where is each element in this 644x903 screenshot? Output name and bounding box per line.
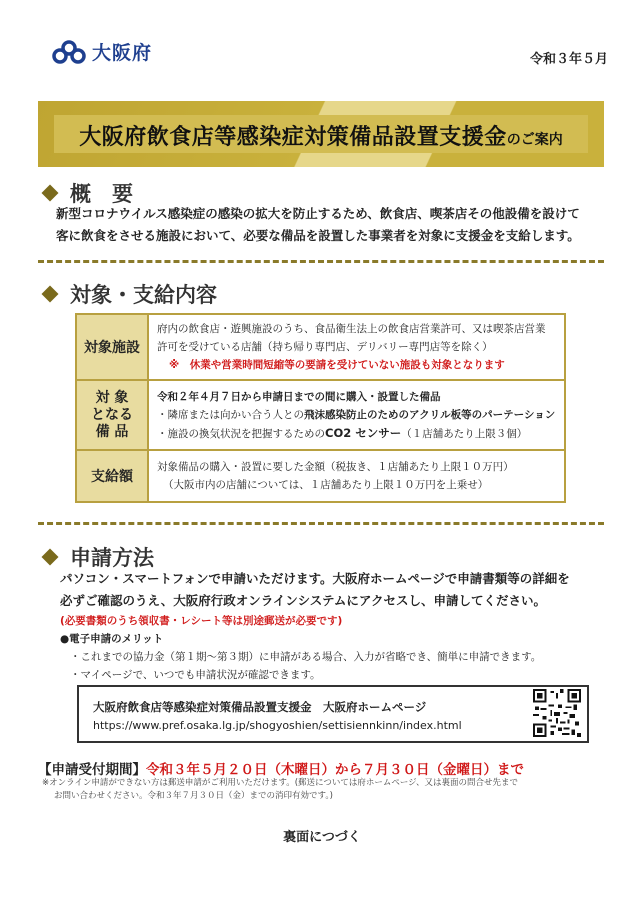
diamond-bullet-icon — [42, 549, 59, 566]
equipment-emphasis: CO2 センサー — [325, 425, 402, 440]
equipment-text: ・隣席または向かい合う人との — [157, 408, 304, 421]
row-label-amount: 支給額 — [76, 450, 148, 502]
homepage-box-title: 大阪府飲食店等感染症対策備品設置支援金 大阪府ホームページ — [93, 700, 427, 714]
target-heading — [44, 279, 217, 309]
facility-line: 府内の飲食店・遊興施設のうち、食品衛生法上の飲食店営業許可、又は喫茶店営業 — [157, 323, 546, 335]
row-body-amount — [148, 450, 565, 502]
amount-line: （大阪市内の店舗については、１店舗あたり上限１０万円を上乗せ） — [163, 479, 489, 491]
equipment-line: 令和２年４月７日から申請日までの間に購入・設置した備品 — [157, 390, 441, 403]
apply-line: 必ずご確認のうえ、大阪府行政オンラインシステムにアクセスし、申請してください。 — [60, 593, 546, 608]
period-value: 令和３年５月２０日（木曜日）から７月３０日（金曜日）まで — [146, 762, 524, 778]
homepage-url-link[interactable]: https://www.pref.osaka.lg.jp/shogyoshien/settisiennkinn/index.html — [93, 719, 462, 732]
label-line: 対 象 — [95, 389, 129, 406]
diamond-bullet-icon — [42, 185, 59, 202]
mail-note-line: ※オンライン申請ができない方は郵送申請がご利用いただけます。(郵送については府ホームページ、又は裏面の問合せ先まで — [42, 778, 518, 788]
issue-date: 令和３年５月 — [529, 52, 608, 67]
table-row — [76, 380, 565, 450]
target-table — [75, 313, 566, 503]
title-banner — [38, 101, 604, 167]
equipment-line — [157, 424, 556, 443]
row-body-facility — [148, 314, 565, 380]
apply-text — [60, 568, 570, 612]
page-title: 大阪府飲食店等感染症対策備品設置支援金 — [79, 125, 507, 150]
logo-text: 大阪府 — [92, 42, 153, 64]
label-line: 備 品 — [95, 423, 129, 440]
equipment-emphasis: 飛沫感染防止のためのアクリル板等のパーテーション — [304, 408, 556, 421]
mail-note-line: お問い合わせください。令和３年７月３０日（金）までの消印有効です。) — [54, 791, 333, 801]
row-body-equipment — [148, 380, 565, 450]
apply-line: パソコン・スマートフォンで申請いただけます。大阪府ホームページで申請書類等の詳細を — [60, 571, 570, 586]
osaka-logo — [52, 38, 152, 65]
row-label-facility: 対象施設 — [76, 314, 148, 380]
period-label: 【申請受付期間】 — [38, 762, 146, 778]
apply-note: (必要書類のうち領収書・レシート等は別途郵送が必要です) — [60, 615, 343, 627]
application-period — [38, 758, 524, 778]
continued-on-back: 裏面につづく — [283, 830, 361, 845]
facility-note: ※ 休業や営業時間短縮等の要請を受けていない施設も対象となります — [169, 359, 505, 371]
equipment-line — [157, 406, 556, 424]
overview-text — [56, 203, 580, 247]
overview-line: 新型コロナウイルス感染症の感染の拡大を防止するため、飲食店、喫茶店その他設備を設けて — [56, 206, 580, 221]
apply-heading-text: 申請方法 — [70, 546, 154, 570]
equipment-text: （１店舗あたり上限３個） — [401, 427, 528, 440]
qr-code-icon[interactable] — [533, 689, 581, 737]
page-title-suffix: のご案内 — [506, 132, 563, 148]
amount-line: 対象備品の購入・設置に要した金額（税抜き、１店舗あたり上限１０万円） — [157, 461, 514, 473]
osaka-emblem-icon — [52, 40, 86, 64]
overview-heading-text: 概 要 — [70, 182, 133, 206]
section-divider — [38, 260, 604, 263]
equipment-text: ・施設の換気状況を把握するための — [157, 427, 325, 440]
overview-line: 客に飲食をさせる施設において、必要な備品を設置した事業者を対象に支援金を支給します。 — [56, 228, 580, 243]
target-heading-text: 対象・支給内容 — [70, 283, 217, 307]
label-line: となる — [91, 406, 133, 423]
section-divider — [38, 522, 604, 525]
homepage-box — [77, 685, 589, 743]
merit-item: ・マイページで、いつでも申請状況が確認できます。 — [70, 669, 321, 681]
merit-title: ●電子申請のメリット — [60, 633, 164, 645]
diamond-bullet-icon — [42, 286, 59, 303]
table-row — [76, 314, 565, 380]
row-label-equipment — [76, 380, 148, 450]
merit-item: ・これまでの協力金（第１期～第３期）に申請がある場合、入力が省略でき、簡単に申請できます。 — [70, 651, 542, 663]
facility-line: 許可を受けている店舗（持ち帰り専門店、デリバリー専門店等を除く） — [157, 341, 493, 353]
table-row — [76, 450, 565, 502]
